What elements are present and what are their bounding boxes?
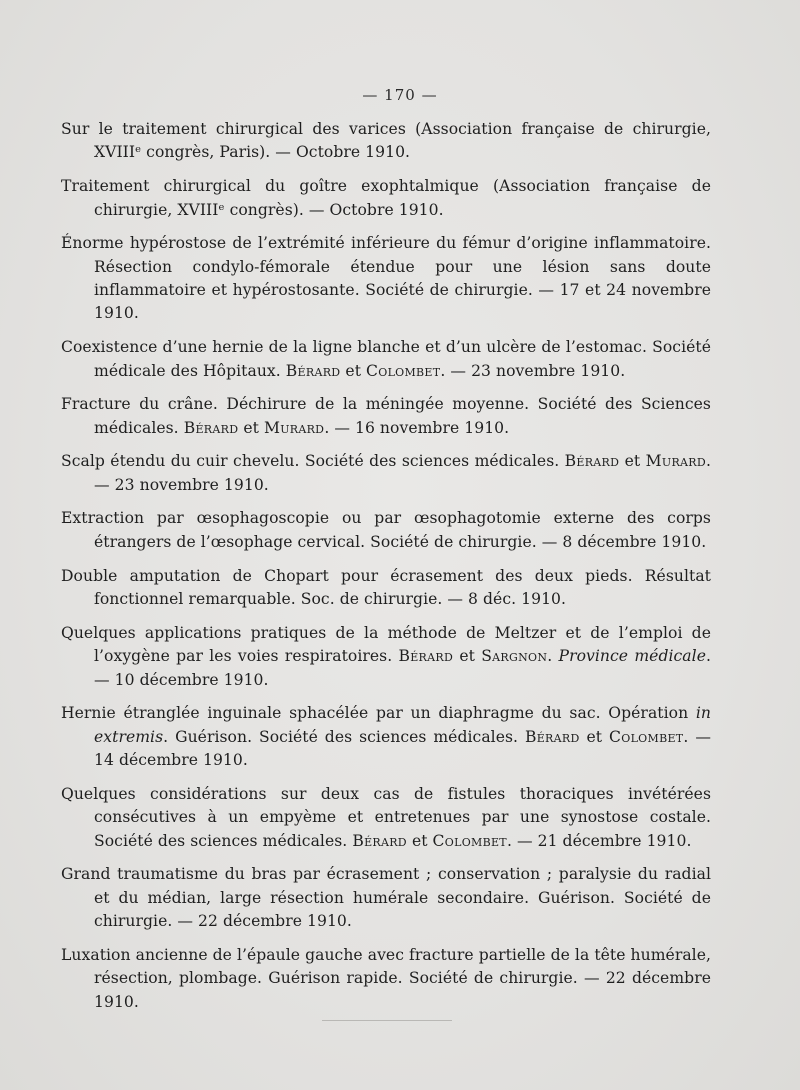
author-name: Sargnon: [481, 647, 548, 666]
entry-text: Double amputation de Chopart pour écrasement des deux pieds. Résultat fonctionnel remarquable. Soc. de chirurgie. — 8 déc. 1910.: [61, 566, 711, 608]
author-name: Bérard: [524, 727, 580, 746]
author-name: Bérard: [564, 452, 620, 471]
bibliography-list: [61, 118, 711, 1024]
entry-date: . — 21 décembre 1910.: [506, 831, 692, 850]
entry-text: Sur le traitement chirurgical des varices (Association française de chirurgie, XVIIIᵉ congrès, Paris). — Octobre 1910.: [61, 120, 711, 162]
author-name: Murard: [645, 452, 706, 471]
bibliography-entry: [61, 118, 711, 165]
entry-text: .: [547, 647, 559, 666]
entry-date: . — 10 décembre 1910.: [94, 647, 711, 689]
page-number: — 170 —: [362, 86, 438, 104]
bibliography-entry: [61, 232, 711, 326]
entry-text: . Guérison. Société des sciences médicales.: [163, 727, 525, 746]
author-name: Bérard: [352, 831, 407, 850]
bibliography-entry: [61, 336, 711, 383]
author-name: Bérard: [183, 418, 239, 437]
entry-text: Extraction par œsophagoscopie ou par œsophagotomie externe des corps étrangers de l’œsophage cervical. Société de chirurgie. — 8 décembre 1910.: [61, 509, 711, 551]
entry-text: Quelques applications pratiques de la méthode de Meltzer et de l’emploi de l’oxygène par les voies respiratoires.: [61, 623, 711, 666]
entry-text: Luxation ancienne de l’épaule gauche avec fracture partielle de la tête humérale, résection, plombage. Guérison rapide. Société de chirurgie. — 22 décembre 1910.: [61, 945, 711, 1011]
entry-text: Hernie étranglée inguinale sphacélée par un diaphragme du sac. Opération: [61, 704, 696, 723]
entry-text: Énorme hypérostose de l’extrémité inférieure du fémur d’origine inflammatoire. Résection condylo-fémorale étendue pour une lésion sans doute inflammatoire et hypérostosante. Société de chirurgie. — 17 et 24 novembre 1910.: [61, 234, 711, 323]
entry-date: . — 23 novembre 1910.: [94, 452, 711, 494]
entry-text: Scalp étendu du cuir chevelu. Société des sciences médicales.: [61, 452, 565, 471]
entry-date: . — 23 novembre 1910.: [440, 361, 626, 380]
author-name: Colombet: [609, 727, 684, 746]
author-name: Colombet: [432, 831, 507, 850]
bibliography-entry: [61, 944, 711, 1014]
entry-text: Coexistence d’une hernie de la ligne blanche et d’un ulcère de l’estomac. Société médicale des Hôpitaux.: [61, 338, 711, 380]
entry-text: et: [406, 831, 433, 850]
bibliography-entry: [61, 622, 711, 692]
entry-text: et: [579, 727, 610, 746]
entry-text: et: [453, 647, 482, 666]
entry-text: et: [619, 452, 646, 471]
author-name: Bérard: [398, 647, 454, 666]
entry-text: Fracture du crâne. Déchirure de la méningée moyenne. Société des Sciences médicales.: [61, 395, 711, 437]
entry-date: . — 16 novembre 1910.: [324, 418, 510, 437]
bibliography-entry: [61, 863, 711, 933]
journal-title: Province médicale: [558, 647, 706, 666]
author-name: Bérard: [285, 361, 341, 380]
entry-date: . — 14 décembre 1910.: [94, 727, 711, 770]
author-name: Colombet: [366, 361, 441, 380]
bibliography-entry: [61, 450, 711, 497]
entry-text: et: [238, 418, 264, 437]
bibliography-entry: [61, 507, 711, 554]
entry-text: Quelques considérations sur deux cas de fistules thoraciques invétérées consécutives à un empyème et entretenues par une synostose costale. Société des sciences médicales.: [61, 784, 711, 850]
closing-rule: [322, 1020, 452, 1021]
entry-text: et: [340, 361, 367, 380]
bibliography-entry: [61, 393, 711, 440]
entry-text: Grand traumatisme du bras par écrasement ; conservation ; paralysie du radial et du médian, large résection humérale secondaire. Guérison. Société de chirurgie. — 22 décembre 1910.: [61, 865, 711, 931]
latin-phrase: in extremis: [94, 704, 711, 746]
bibliography-entry: [61, 565, 711, 612]
entry-text: Traitement chirurgical du goître exophtalmique (Association française de chirurgie, XVIIIᵉ congrès). — Octobre 1910.: [61, 177, 711, 219]
bibliography-entry: [61, 175, 711, 222]
bibliography-entry: [61, 783, 711, 853]
author-name: Murard: [263, 418, 325, 437]
bibliography-entry: [61, 702, 711, 772]
